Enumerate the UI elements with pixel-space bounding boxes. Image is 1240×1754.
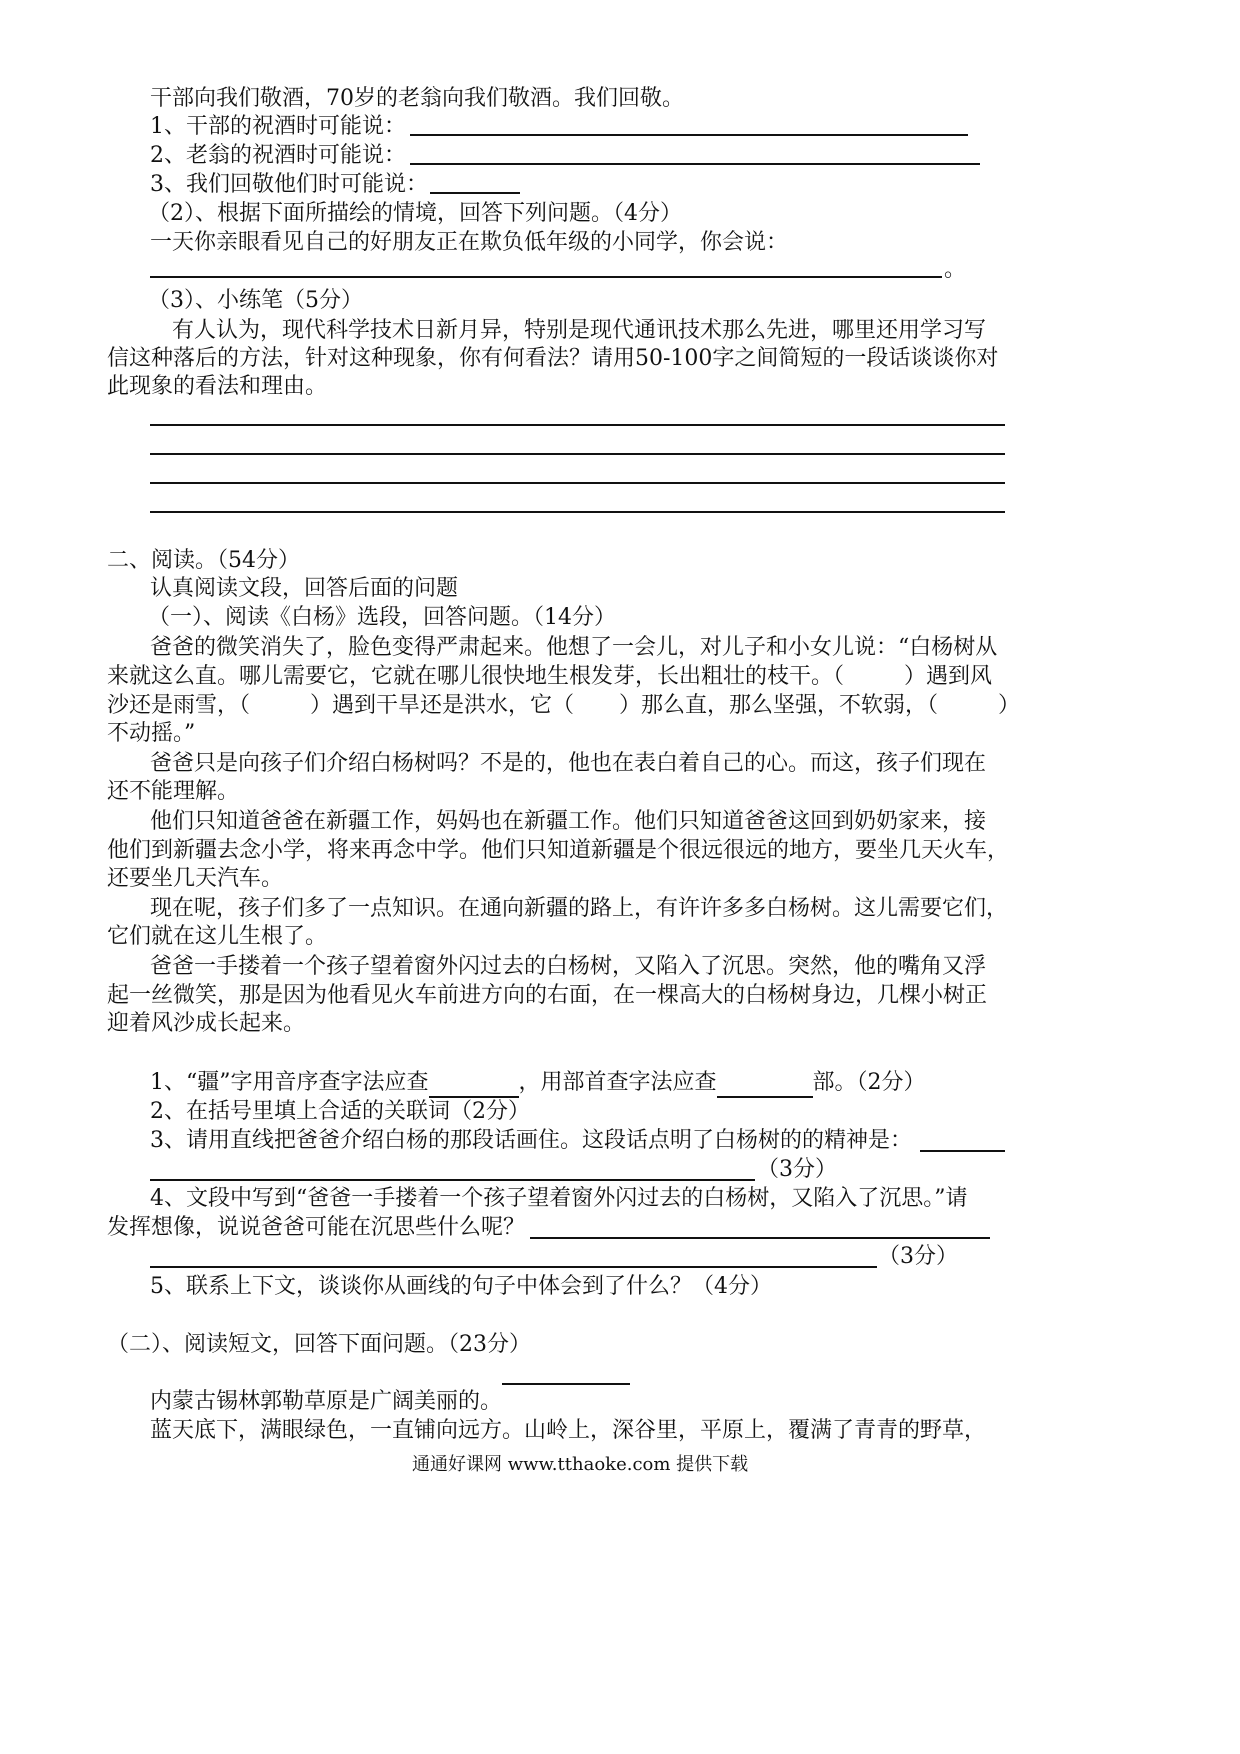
part1-q2-heading: （2）、根据下面所描绘的情境，回答下列问题。（4分） bbox=[148, 201, 682, 226]
question-1 bbox=[150, 1068, 926, 1098]
title-blank[interactable] bbox=[502, 1383, 630, 1385]
part1-q3-text-line1: 有人认为，现代科学技术日新月异，特别是现代通讯技术那么先进，哪里还用学习写 bbox=[172, 318, 987, 343]
page-footer: 通通好课网 www.tthaoke.com 提供下载 bbox=[412, 1454, 749, 1475]
question-3: 3、请用直线把爸爸介绍白杨的那段话画住。这段话点明了白杨树的的精神是： bbox=[150, 1128, 912, 1153]
passage-p1-line3-part1: 沙还是雨雪，（ bbox=[107, 693, 251, 718]
question-5: 5、联系上下文，谈谈你从画线的句子中体会到了什么？（4分） bbox=[150, 1274, 772, 1299]
passage-p3-line3: 还要坐几天汽车。 bbox=[107, 866, 284, 891]
part1-q1: 1、干部的祝酒时可能说： bbox=[150, 114, 406, 139]
part1-q2-text: 一天你亲眼看见自己的好朋友正在欺负低年级的小同学，你会说： bbox=[150, 230, 789, 255]
answer-line-q1[interactable] bbox=[410, 134, 968, 136]
passage-p1-line1: 爸爸的微笑消失了，脸色变得严肃起来。他想了一会儿，对儿子和小女儿说：“白杨树从 bbox=[150, 635, 998, 660]
writing-line-4[interactable] bbox=[150, 511, 1005, 513]
passage-p1-line2-text: 来就这么直。哪儿需要它，它就在哪儿很快地生根发芽，长出粗壮的枝干。（ bbox=[107, 664, 845, 689]
question-1-part3: 部。（2分） bbox=[812, 1070, 926, 1095]
passage-p3-line1: 他们只知道爸爸在新疆工作，妈妈也在新疆工作。他们只知道爸爸这回到奶奶家来，接 bbox=[150, 809, 987, 834]
section2-sub2-heading: （二）、阅读短文，回答下面问题。（23分） bbox=[107, 1332, 531, 1357]
passage-p1-line3 bbox=[107, 691, 1020, 721]
passage-p1-line2 bbox=[107, 662, 992, 692]
answer-blank-bushou[interactable] bbox=[717, 1074, 813, 1098]
writing-line-2[interactable] bbox=[150, 453, 1005, 455]
question-4-line1: 4、文段中写到“爸爸一手搂着一个孩子望着窗外闪过去的白杨树，又陷入了沉思。”请 bbox=[150, 1186, 968, 1211]
answer-line-q2-situation[interactable] bbox=[150, 276, 942, 278]
passage-p4-line1: 现在呢，孩子们多了一点知识。在通向新疆的路上，有许许多多白杨树。这儿需要它们， bbox=[150, 896, 1009, 921]
question-1-part1: 1、“疆”字用音序查字法应查 bbox=[150, 1070, 429, 1095]
passage-p1-line3-part3: ）那么直，那么坚强，不软弱，（ bbox=[619, 693, 939, 718]
question-3-score: （3分） bbox=[757, 1157, 837, 1182]
sub2-paragraph-1: 内蒙古锡林郭勒草原是广阔美丽的。 bbox=[150, 1389, 503, 1414]
answer-line-q4-a[interactable] bbox=[530, 1237, 990, 1239]
part1-q2-period: 。 bbox=[944, 257, 967, 282]
answer-line-q3-b[interactable] bbox=[150, 1179, 755, 1181]
answer-blank-yinxu[interactable] bbox=[429, 1074, 519, 1098]
part1-q3: 3、我们回敬他们时可能说： bbox=[150, 172, 428, 197]
passage-p2-line1: 爸爸只是向孩子们介绍白杨树吗？不是的，他也在表白着自己的心。而这，孩子们现在 bbox=[150, 751, 987, 776]
question-4-line2: 发挥想像，说说爸爸可能在沉思些什么呢？ bbox=[107, 1215, 526, 1240]
writing-line-3[interactable] bbox=[150, 482, 1005, 484]
passage-p3-line2: 他们到新疆去念小学，将来再念中学。他们只知道新疆是个很远很远的地方，要坐几天火车， bbox=[107, 838, 1010, 863]
section2-sub1-heading: （一）、阅读《白杨》选段，回答问题。（14分） bbox=[148, 605, 616, 630]
passage-p2-line2: 还不能理解。 bbox=[107, 779, 240, 804]
answer-line-q4-b[interactable] bbox=[150, 1266, 877, 1268]
answer-line-q3[interactable] bbox=[430, 192, 520, 194]
question-1-part2: ，用部首查字法应查 bbox=[518, 1070, 717, 1095]
section2-title: 二、阅读。（54分） bbox=[107, 548, 300, 573]
passage-p1-line4: 不动摇。” bbox=[107, 721, 196, 746]
passage-p1-line3-part2: ）遇到干旱还是洪水，它（ bbox=[310, 693, 575, 718]
part1-intro: 干部向我们敬酒，70岁的老翁向我们敬酒。我们回敬。 bbox=[150, 86, 684, 111]
passage-p1-line3-part4: ） bbox=[998, 693, 1021, 718]
passage-p5-line2: 起一丝微笑，那是因为他看见火车前进方向的右面，在一棵高大的白杨树身边，几棵小树正 bbox=[107, 983, 988, 1008]
sub2-paragraph-2: 蓝天底下，满眼绿色，一直铺向远方。山岭上，深谷里，平原上，覆满了青青的野草， bbox=[150, 1418, 987, 1443]
answer-line-q3-a[interactable] bbox=[920, 1150, 1005, 1152]
question-4-score: （3分） bbox=[878, 1244, 958, 1269]
part1-q3-text-line3: 此现象的看法和理由。 bbox=[107, 374, 328, 399]
passage-p4-line2: 它们就在这儿生根了。 bbox=[107, 924, 328, 949]
part1-q3-text-line2: 信这种落后的方法，针对这种现象，你有何看法？请用50-100字之间简短的一段话谈谈你对 bbox=[107, 346, 999, 371]
writing-line-1[interactable] bbox=[150, 424, 1005, 426]
passage-p1-line2-end: ）遇到风 bbox=[904, 664, 993, 689]
section2-instruction: 认真阅读文段，回答后面的问题 bbox=[150, 576, 459, 601]
passage-p5-line3: 迎着风沙成长起来。 bbox=[107, 1011, 306, 1036]
part1-q3-heading: （3）、小练笔（5分） bbox=[148, 288, 363, 313]
part1-q2: 2、老翁的祝酒时可能说： bbox=[150, 143, 406, 168]
answer-line-q2[interactable] bbox=[410, 163, 980, 165]
passage-p5-line1: 爸爸一手搂着一个孩子望着窗外闪过去的白杨树，又陷入了沉思。突然，他的嘴角又浮 bbox=[150, 954, 987, 979]
question-2: 2、在括号里填上合适的关联词（2分） bbox=[150, 1099, 530, 1124]
